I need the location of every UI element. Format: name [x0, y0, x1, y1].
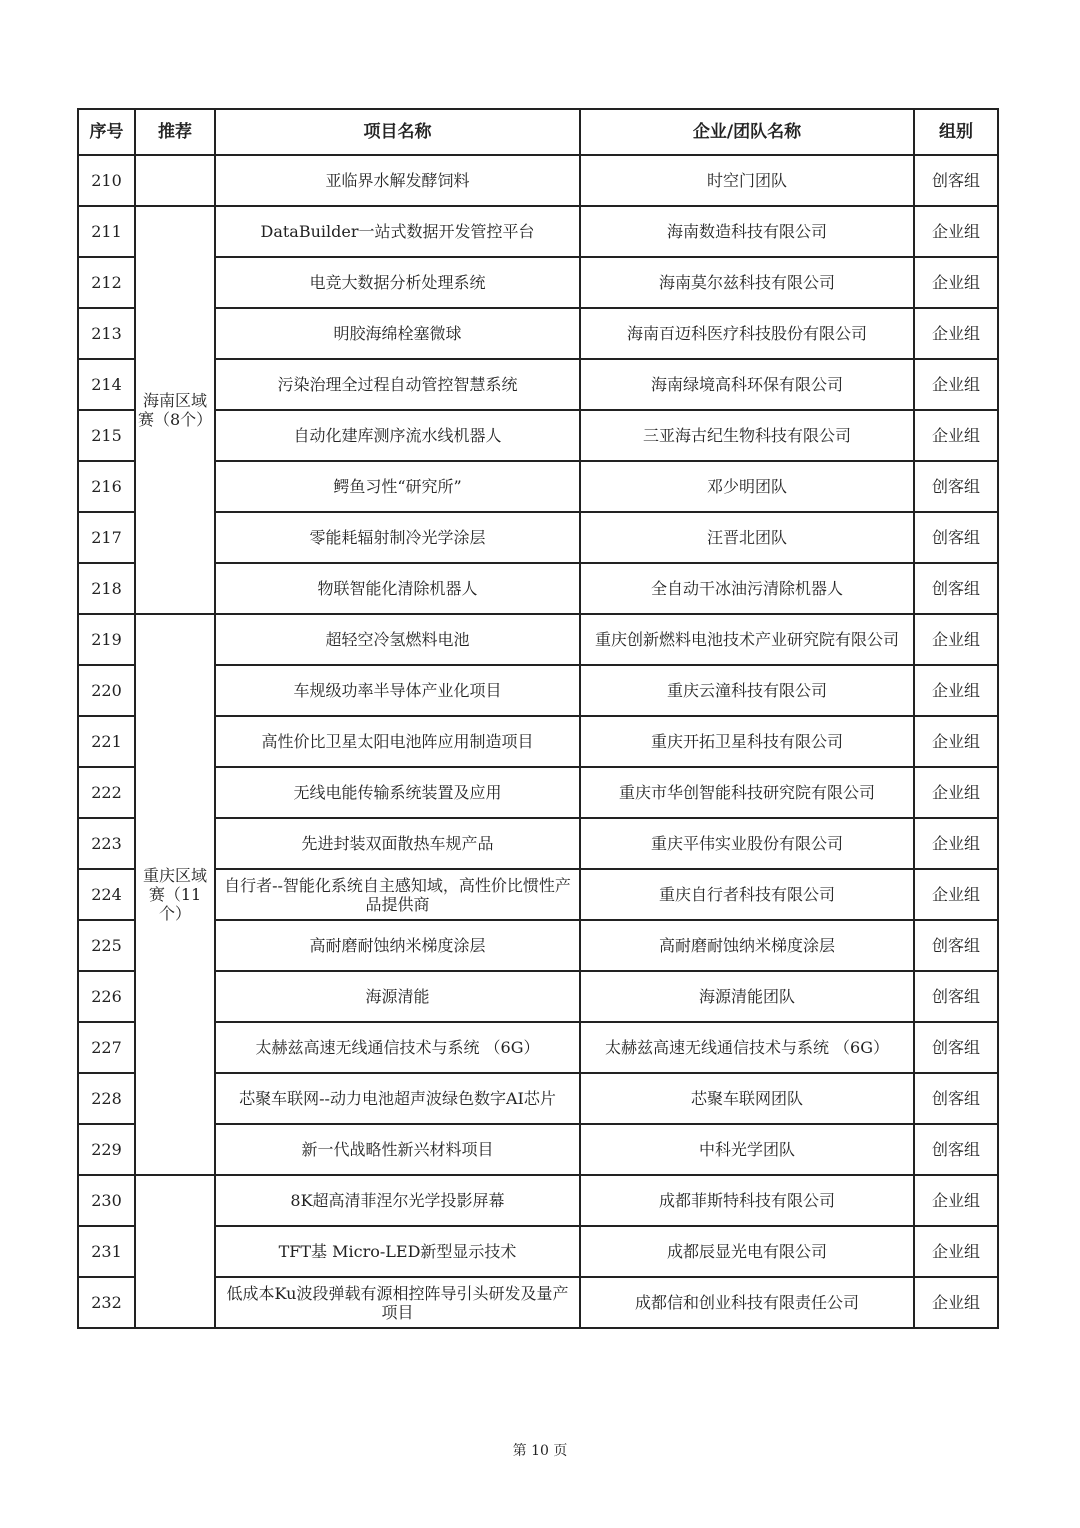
- category: 企业组: [914, 206, 998, 257]
- row-number: 225: [78, 920, 135, 971]
- company-name: 中科光学团队: [580, 1124, 914, 1175]
- project-name: 低成本Ku波段弹载有源相控阵导引头研发及量产项目: [215, 1277, 580, 1328]
- category: 企业组: [914, 1226, 998, 1277]
- project-name: 自行者--智能化系统自主感知域，高性价比惯性产品提供商: [215, 869, 580, 920]
- category: 企业组: [914, 410, 998, 461]
- table-row: [78, 359, 998, 410]
- company-name: 成都信和创业科技有限责任公司: [580, 1277, 914, 1328]
- category: 企业组: [914, 716, 998, 767]
- recommend-group: [135, 155, 215, 206]
- project-name: 亚临界水解发酵饲料: [215, 155, 580, 206]
- recommend-group: 海南区域赛（8个）: [135, 206, 215, 614]
- row-number: 212: [78, 257, 135, 308]
- project-name: TFT基 Micro-LED新型显示技术: [215, 1226, 580, 1277]
- category: 创客组: [914, 1022, 998, 1073]
- category: 企业组: [914, 308, 998, 359]
- table-row: [78, 563, 998, 614]
- row-number: 231: [78, 1226, 135, 1277]
- company-name: 海南绿境高科环保有限公司: [580, 359, 914, 410]
- table-row: [78, 716, 998, 767]
- header-no: 序号: [78, 109, 135, 155]
- category: 创客组: [914, 563, 998, 614]
- company-name: 重庆市华创智能科技研究院有限公司: [580, 767, 914, 818]
- company-name: 重庆自行者科技有限公司: [580, 869, 914, 920]
- company-name: 重庆云潼科技有限公司: [580, 665, 914, 716]
- project-name: 明胶海绵栓塞微球: [215, 308, 580, 359]
- table-row: [78, 971, 998, 1022]
- table-row: [78, 1124, 998, 1175]
- project-name: 鳄鱼习性“研究所”: [215, 461, 580, 512]
- table-row: [78, 257, 998, 308]
- category: 创客组: [914, 1073, 998, 1124]
- project-name: 零能耗辐射制冷光学涂层: [215, 512, 580, 563]
- company-name: 重庆创新燃料电池技术产业研究院有限公司: [580, 614, 914, 665]
- table-row: [78, 206, 998, 257]
- row-number: 217: [78, 512, 135, 563]
- project-name: 电竞大数据分析处理系统: [215, 257, 580, 308]
- project-name: 芯聚车联网--动力电池超声波绿色数字AI芯片: [215, 1073, 580, 1124]
- category: 创客组: [914, 1124, 998, 1175]
- header-project: 项目名称: [215, 109, 580, 155]
- category: 企业组: [914, 359, 998, 410]
- recommend-group: 重庆区域赛（11个）: [135, 614, 215, 1175]
- category: 创客组: [914, 920, 998, 971]
- project-name: 车规级功率半导体产业化项目: [215, 665, 580, 716]
- project-name: 8K超高清菲涅尔光学投影屏幕: [215, 1175, 580, 1226]
- table-row: [78, 1022, 998, 1073]
- category: 企业组: [914, 869, 998, 920]
- row-number: 213: [78, 308, 135, 359]
- row-number: 224: [78, 869, 135, 920]
- table-row: [78, 1073, 998, 1124]
- company-name: 重庆开拓卫星科技有限公司: [580, 716, 914, 767]
- category: 创客组: [914, 461, 998, 512]
- project-name: 物联智能化清除机器人: [215, 563, 580, 614]
- company-name: 成都菲斯特科技有限公司: [580, 1175, 914, 1226]
- row-number: 226: [78, 971, 135, 1022]
- header-category: 组别: [914, 109, 998, 155]
- row-number: 220: [78, 665, 135, 716]
- page-number: 第 10 页: [512, 1443, 568, 1459]
- company-name: 时空门团队: [580, 155, 914, 206]
- company-name: 高耐磨耐蚀纳米梯度涂层: [580, 920, 914, 971]
- company-name: 海南百迈科医疗科技股份有限公司: [580, 308, 914, 359]
- company-name: 海南数造科技有限公司: [580, 206, 914, 257]
- table-row: [78, 461, 998, 512]
- project-table: [77, 108, 999, 1329]
- table-row: [78, 920, 998, 971]
- company-name: 海源清能团队: [580, 971, 914, 1022]
- table-row: [78, 818, 998, 869]
- project-name: 先进封装双面散热车规产品: [215, 818, 580, 869]
- category: 创客组: [914, 155, 998, 206]
- row-number: 232: [78, 1277, 135, 1328]
- company-name: 海南莫尔兹科技有限公司: [580, 257, 914, 308]
- row-number: 218: [78, 563, 135, 614]
- table-row: [78, 665, 998, 716]
- row-number: 227: [78, 1022, 135, 1073]
- project-name: 自动化建库测序流水线机器人: [215, 410, 580, 461]
- project-name: 高耐磨耐蚀纳米梯度涂层: [215, 920, 580, 971]
- project-name: 高性价比卫星太阳电池阵应用制造项目: [215, 716, 580, 767]
- company-name: 汪晋北团队: [580, 512, 914, 563]
- row-number: 230: [78, 1175, 135, 1226]
- row-number: 221: [78, 716, 135, 767]
- recommend-group: [135, 1175, 215, 1328]
- header-recommend: 推荐: [135, 109, 215, 155]
- table-row: [78, 869, 998, 920]
- project-name: 海源清能: [215, 971, 580, 1022]
- table-row: [78, 1226, 998, 1277]
- row-number: 215: [78, 410, 135, 461]
- row-number: 223: [78, 818, 135, 869]
- category: 企业组: [914, 1277, 998, 1328]
- company-name: 重庆平伟实业股份有限公司: [580, 818, 914, 869]
- company-name: 芯聚车联网团队: [580, 1073, 914, 1124]
- table-row: [78, 155, 998, 206]
- table-row: [78, 767, 998, 818]
- category: 创客组: [914, 512, 998, 563]
- company-name: 太赫兹高速无线通信技术与系统 （6G）: [580, 1022, 914, 1073]
- company-name: 邓少明团队: [580, 461, 914, 512]
- table-row: [78, 1277, 998, 1328]
- category: 创客组: [914, 971, 998, 1022]
- row-number: 214: [78, 359, 135, 410]
- company-name: 三亚海古纪生物科技有限公司: [580, 410, 914, 461]
- row-number: 211: [78, 206, 135, 257]
- category: 企业组: [914, 818, 998, 869]
- company-name: 全自动干冰油污清除机器人: [580, 563, 914, 614]
- table-row: [78, 512, 998, 563]
- project-name: 无线电能传输系统装置及应用: [215, 767, 580, 818]
- row-number: 216: [78, 461, 135, 512]
- table-header-row: [78, 109, 998, 155]
- project-name: 污染治理全过程自动管控智慧系统: [215, 359, 580, 410]
- company-name: 成都辰显光电有限公司: [580, 1226, 914, 1277]
- header-company: 企业/团队名称: [580, 109, 914, 155]
- category: 企业组: [914, 665, 998, 716]
- table-row: [78, 1175, 998, 1226]
- row-number: 229: [78, 1124, 135, 1175]
- row-number: 210: [78, 155, 135, 206]
- table-row: [78, 614, 998, 665]
- project-name: 超轻空冷氢燃料电池: [215, 614, 580, 665]
- row-number: 222: [78, 767, 135, 818]
- row-number: 228: [78, 1073, 135, 1124]
- table-row: [78, 308, 998, 359]
- table-body: [78, 155, 998, 1328]
- project-name: 太赫兹高速无线通信技术与系统 （6G）: [215, 1022, 580, 1073]
- row-number: 219: [78, 614, 135, 665]
- table-row: [78, 410, 998, 461]
- project-name: 新一代战略性新兴材料项目: [215, 1124, 580, 1175]
- category: 企业组: [914, 614, 998, 665]
- project-name: DataBuilder一站式数据开发管控平台: [215, 206, 580, 257]
- category: 企业组: [914, 257, 998, 308]
- category: 企业组: [914, 1175, 998, 1226]
- category: 企业组: [914, 767, 998, 818]
